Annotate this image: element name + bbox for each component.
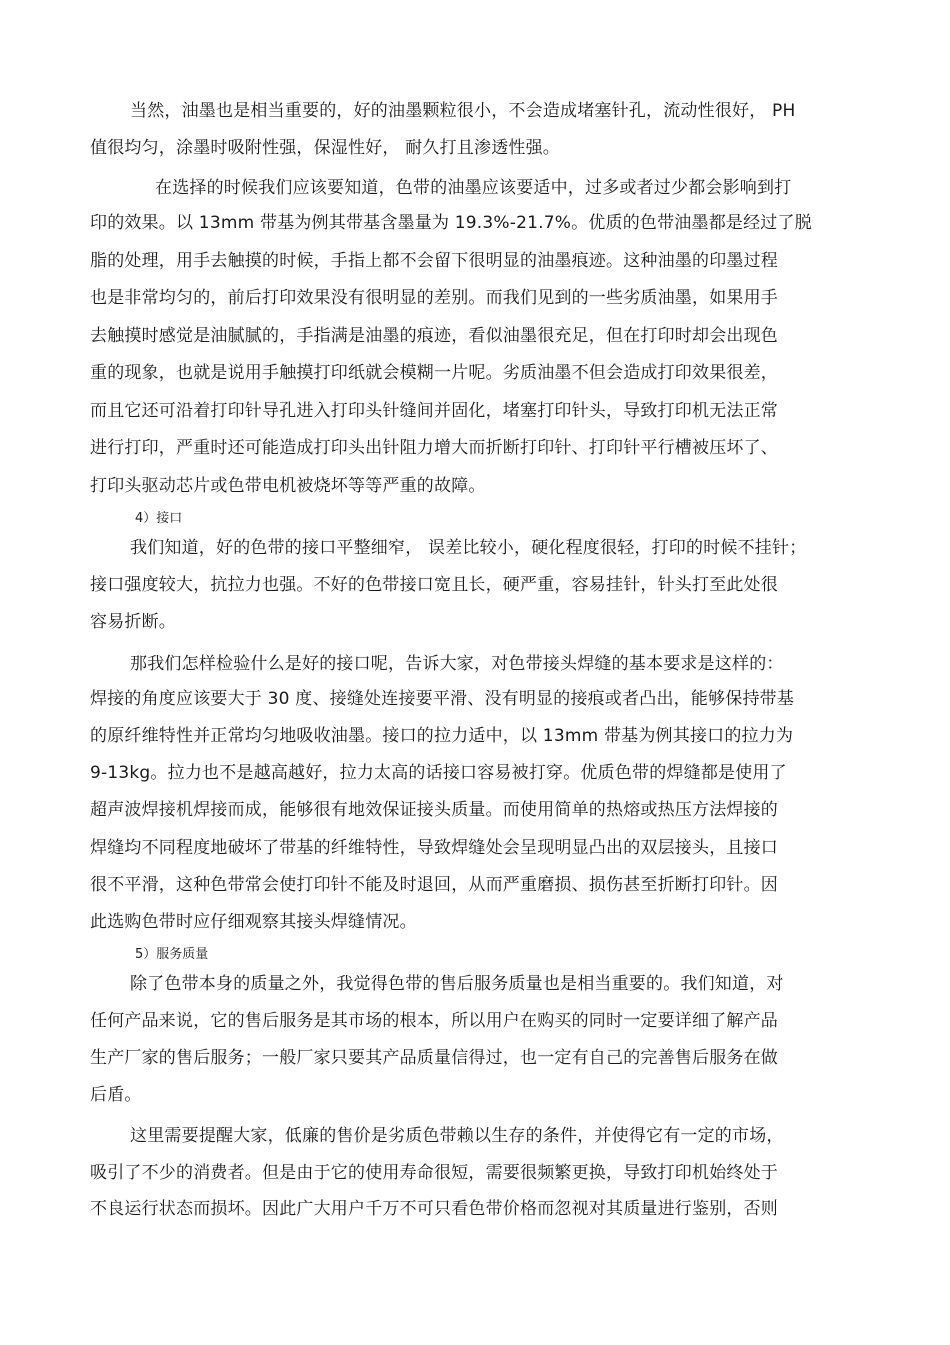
paragraph-line: 这里需要提醒大家，低廉的售价是劣质色带赖以生存的条件，并使得它有一定的市场，	[130, 1126, 784, 1146]
paragraph-line: 当然，油墨也是相当重要的，好的油墨颗粒很小，不会造成堵塞针孔，流动性很好， PH	[130, 101, 796, 121]
section-heading: 5）服务质量	[135, 947, 209, 962]
paragraph-line: 那我们怎样检验什么是好的接口呢，告诉大家，对色带接头焊缝的基本要求是这样的：	[130, 654, 784, 674]
paragraph-line: 超声波焊接机焊接而成，能够很有地效保证接头质量。而使用简单的热熔或热压方法焊接的	[90, 800, 778, 820]
paragraph-line: 9-13kg。拉力也不是越高越好，拉力太高的话接口容易被打穿。优质色带的焊缝都是使用了	[90, 763, 787, 783]
paragraph-line: 接口强度较大，抗拉力也强。不好的色带接口宽且长，硬严重，容易挂针，针头打至此处很	[90, 575, 778, 595]
paragraph-line: 生产厂家的售后服务；一般厂家只要其产品质量信得过，也一定有自己的完善售后服务在做	[90, 1048, 778, 1068]
paragraph-line: 而且它还可沿着打印针导孔进入打印头针缝间并固化，堵塞打印针头，导致打印机无法正常	[90, 401, 778, 421]
paragraph-line: 进行打印，严重时还可能造成打印头出针阻力增大而折断打印针、打印针平行槽被压坏了、	[90, 438, 778, 458]
paragraph-line: 印的效果。以 13mm 带基为例其带基含墨量为 19.3%-21.7%。优质的色带油墨都是经过了脱	[90, 213, 812, 233]
paragraph-line: 焊缝均不同程度地破坏了带基的纤维特性，导致焊缝处会呈现明显凸出的双层接头，且接口	[90, 838, 778, 858]
paragraph-line: 重的现象，也就是说用手触摸打印纸就会模糊一片呢。劣质油墨不但会造成打印效果很差，	[90, 363, 778, 383]
paragraph-line: 很不平滑，这种色带常会使打印针不能及时退回，从而严重磨损、损伤甚至折断打印针。因	[90, 875, 778, 895]
paragraph-line: 吸引了不少的消费者。但是由于它的使用寿命很短，需要很频繁更换，导致打印机始终处于	[90, 1163, 778, 1183]
paragraph-line: 的原纤维特性并正常均匀地吸收油墨。接口的拉力适中，以 13mm 带基为例其接口的拉力为	[90, 726, 794, 746]
paragraph-line: 除了色带本身的质量之外，我觉得色带的售后服务质量也是相当重要的。我们知道，对	[130, 974, 784, 994]
paragraph-line: 打印头驱动芯片或色带电机被烧坏等等严重的故障。	[90, 476, 486, 496]
paragraph-line: 值很均匀，涂墨时吸附性强，保湿性好， 耐久打且渗透性强。	[90, 138, 561, 158]
paragraph-line: 我们知道，好的色带的接口平整细窄， 误差比较小，硬化程度很轻，打印的时候不挂针；	[130, 538, 807, 558]
paragraph-line: 去触摸时感觉是油腻腻的，手指满是油墨的痕迹，看似油墨很充足，但在打印时却会出现色	[90, 326, 778, 346]
paragraph-line: 焊接的角度应该要大于 30 度、接缝处连接要平滑、没有明显的接痕或者凸出，能够保持带基	[90, 689, 795, 709]
paragraph-line: 不良运行状态而损坏。因此广大用户千万不可只看色带价格而忽视对其质量进行鉴别，否则	[90, 1199, 778, 1219]
paragraph-line: 后盾。	[90, 1085, 142, 1105]
paragraph-line: 此选购色带时应仔细观察其接头焊缝情况。	[90, 912, 417, 932]
paragraph-line: 在选择的时候我们应该要知道，色带的油墨应该要适中，过多或者过少都会影响到打	[155, 178, 792, 198]
paragraph-line: 脂的处理，用手去触摸的时候，手指上都不会留下很明显的油墨痕迹。这种油墨的印墨过程	[90, 251, 778, 271]
paragraph-line: 也是非常均匀的，前后打印效果没有很明显的差别。而我们见到的一些劣质油墨，如果用手	[90, 288, 778, 308]
paragraph-line: 容易折断。	[90, 612, 176, 632]
section-heading: 4）接口	[135, 511, 183, 526]
paragraph-line: 任何产品来说，它的售后服务是其市场的根本，所以用户在购买的同时一定要详细了解产品	[90, 1011, 778, 1031]
